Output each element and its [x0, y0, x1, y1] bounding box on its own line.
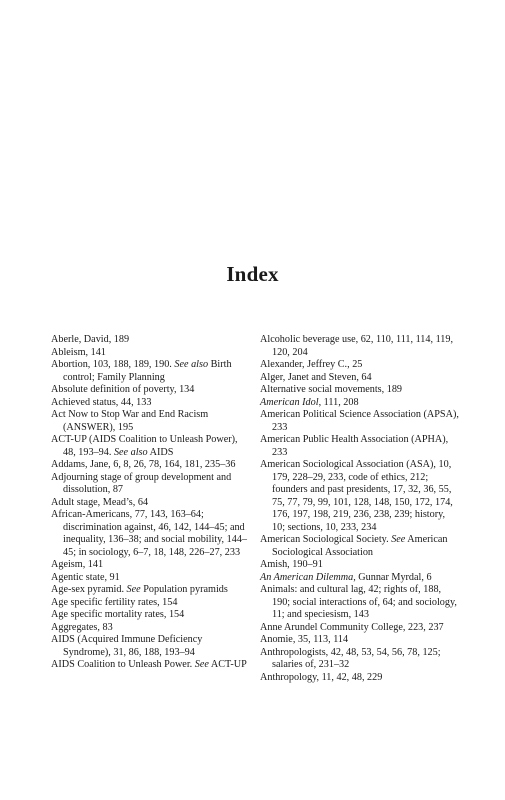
index-entry: Agentic state, 91 — [51, 571, 120, 583]
index-entry: Ageism, 141 — [51, 559, 104, 570]
index-entry: Alexander, Jeffrey C., 25 — [260, 359, 363, 370]
index-entry: American Public Health Association (APHA), 233 — [260, 434, 449, 458]
index-entry: Abortion, 103, 188, 189, 190. See also Birth control; Family Planning — [51, 359, 232, 383]
index-entry: Alger, Janet and Steven, 64 — [260, 371, 372, 383]
index-entry: Aggregates, 83 — [51, 621, 113, 633]
index-entry: ACT-UP (AIDS Coalition to Unleash Power), 48, 193–94. See also AIDS — [51, 434, 238, 458]
index-entry: American Sociological Society. See American Sociological Association — [260, 534, 448, 558]
index-title: Index — [226, 262, 279, 286]
index-entry: Anthropology, 11, 42, 48, 229 — [260, 671, 383, 683]
index-entry: Absolute definition of poverty, 134 — [51, 384, 195, 395]
index-column-right — [260, 334, 460, 684]
index-entry: Aberle, David, 189 — [51, 334, 130, 345]
index-entry: American Political Science Association (APSA), 233 — [260, 409, 459, 433]
index-entry: Anthropologists, 42, 48, 53, 54, 56, 78, 125; salaries of, 231–32 — [260, 646, 441, 670]
index-entry: African-Americans, 77, 143, 163–64; discrimination against, 46, 142, 144–45; and inequality, 136–38; and social mobility, 144–45; in sociology, 6–7, 18, 148, 226–27, 233 — [51, 509, 248, 558]
index-entry: American Idol, 111, 208 — [260, 396, 359, 408]
index-entry: Adult stage, Mead’s, 64 — [51, 496, 149, 508]
index-entry: Achieved status, 44, 133 — [51, 396, 152, 408]
index-entry: Amish, 190–91 — [260, 559, 323, 570]
index-entry: Act Now to Stop War and End Racism (ANSWER), 195 — [51, 409, 209, 433]
index-entry: Alcoholic beverage use, 62, 110, 111, 114, 119, 120, 204 — [260, 334, 454, 358]
index-entry: AIDS (Acquired Immune Deficiency Syndrome), 31, 86, 188, 193–94 — [51, 634, 203, 658]
index-entry: Alternative social movements, 189 — [260, 384, 403, 395]
index-entry: Anne Arundel Community College, 223, 237 — [260, 621, 444, 633]
index-entry: An American Dilemma, Gunnar Myrdal, 6 — [260, 571, 432, 583]
index-entry: Age-sex pyramid. See Population pyramids — [51, 584, 228, 595]
index-column-left — [51, 334, 251, 672]
index-entry: Animals: and cultural lag, 42; rights of, 188, 190; social interactions of, 64; and sociology, 11; and speciesism, 143 — [260, 584, 457, 620]
index-entry: Age specific fertility rates, 154 — [51, 596, 178, 608]
index-entry: AIDS Coalition to Unleash Power. See ACT-UP — [51, 659, 247, 670]
index-entry: Addams, Jane, 6, 8, 26, 78, 164, 181, 235–36 — [51, 459, 236, 470]
index-entry: American Sociological Association (ASA), 10, 179, 228–29, 233, code of ethics, 212; founders and past presidents, 17, 32, 36, 55, 75, 77, 79, 99, 101, 128, 148, 150, 172, 174, 176, 197, 198, 219, 236, 238, 239; history, 10; sections, 10, 233, 234 — [260, 459, 453, 533]
index-entry: Anomie, 35, 113, 114 — [260, 634, 349, 645]
index-entry: Ableism, 141 — [51, 346, 106, 358]
index-entry: Adjourning stage of group development and dissolution, 87 — [51, 471, 232, 495]
index-entry: Age specific mortality rates, 154 — [51, 609, 185, 620]
